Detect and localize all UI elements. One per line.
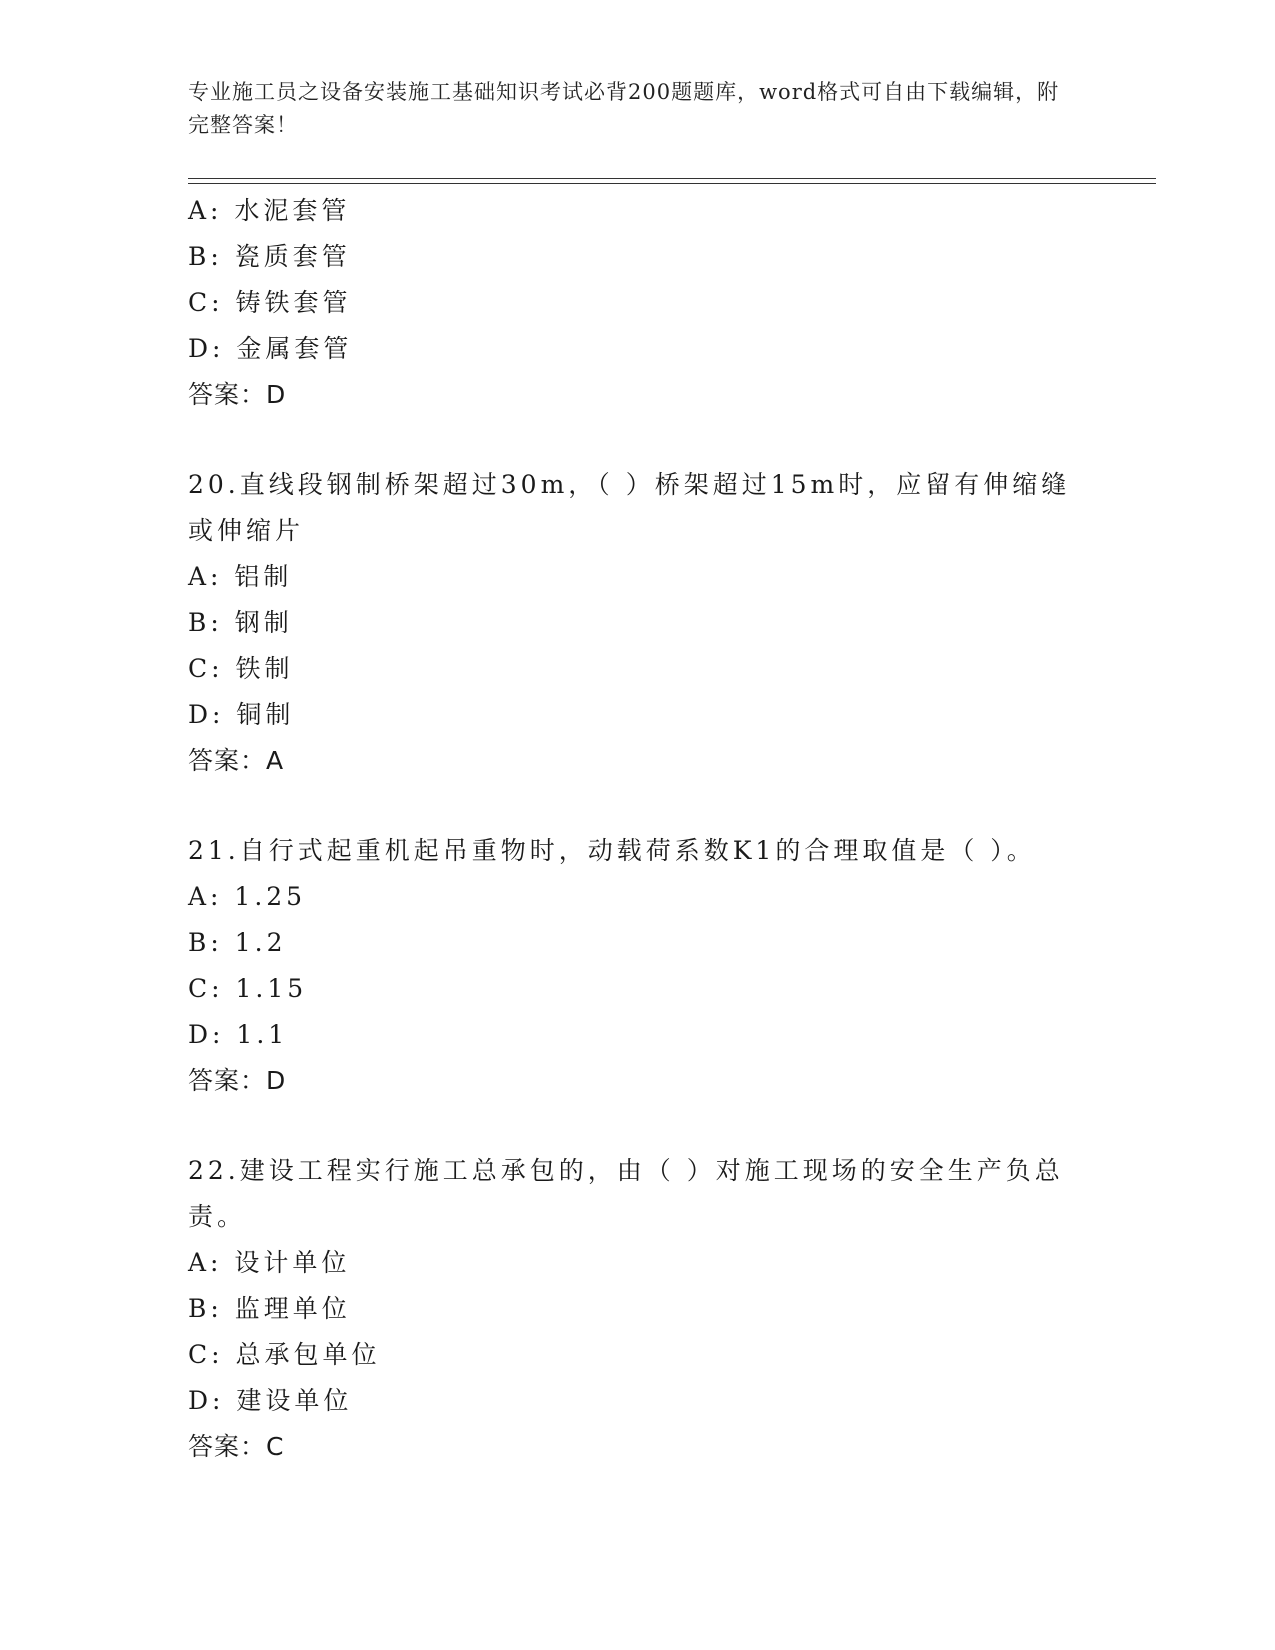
- option-b: B: 1.2: [188, 928, 287, 957]
- option-d: D: 建设单位: [188, 1386, 353, 1415]
- option-c: C: 铁制: [188, 654, 294, 683]
- option-b: B: 瓷质套管: [188, 242, 351, 271]
- option-d: D: 金属套管: [188, 334, 353, 363]
- answer-line: 答案：C: [188, 1432, 285, 1461]
- answer-line: 答案：A: [188, 746, 285, 775]
- question-text: 20.直线段钢制桥架超过30m，（ ）桥架超过15m时，应留有伸缩缝或伸缩片: [188, 470, 1071, 545]
- question-block-21: [188, 828, 1088, 1104]
- answer-line: 答案：D: [188, 1066, 287, 1095]
- option-c: C: 铸铁套管: [188, 288, 352, 317]
- header-rule-bottom: [188, 183, 1156, 184]
- document-header: 专业施工员之设备安装施工基础知识考试必背200题题库，word格式可自由下载编辑，附完整答案！: [188, 80, 1060, 137]
- question-block-20: [188, 462, 1088, 784]
- question-text: 22.建设工程实行施工总承包的，由（ ）对施工现场的安全生产负总责。: [188, 1156, 1064, 1231]
- option-c: C: 1.15: [188, 974, 308, 1003]
- option-d: D: 铜制: [188, 700, 295, 729]
- question-block-19: [188, 188, 1088, 418]
- option-a: A: 水泥套管: [188, 196, 351, 225]
- question-text: 21.自行式起重机起吊重物时，动载荷系数K1的合理取值是（ ）。: [188, 836, 1036, 865]
- document-body: [188, 188, 1088, 1470]
- option-a: A: 1.25: [188, 882, 307, 911]
- option-b: B: 钢制: [188, 608, 293, 637]
- option-b: B: 监理单位: [188, 1294, 351, 1323]
- answer-line: 答案：D: [188, 380, 287, 409]
- question-block-22: [188, 1148, 1088, 1470]
- option-d: D: 1.1: [188, 1020, 289, 1049]
- option-a: A: 铝制: [188, 562, 293, 591]
- option-c: C: 总承包单位: [188, 1340, 381, 1369]
- option-a: A: 设计单位: [188, 1248, 351, 1277]
- header-rule-top: [188, 178, 1156, 179]
